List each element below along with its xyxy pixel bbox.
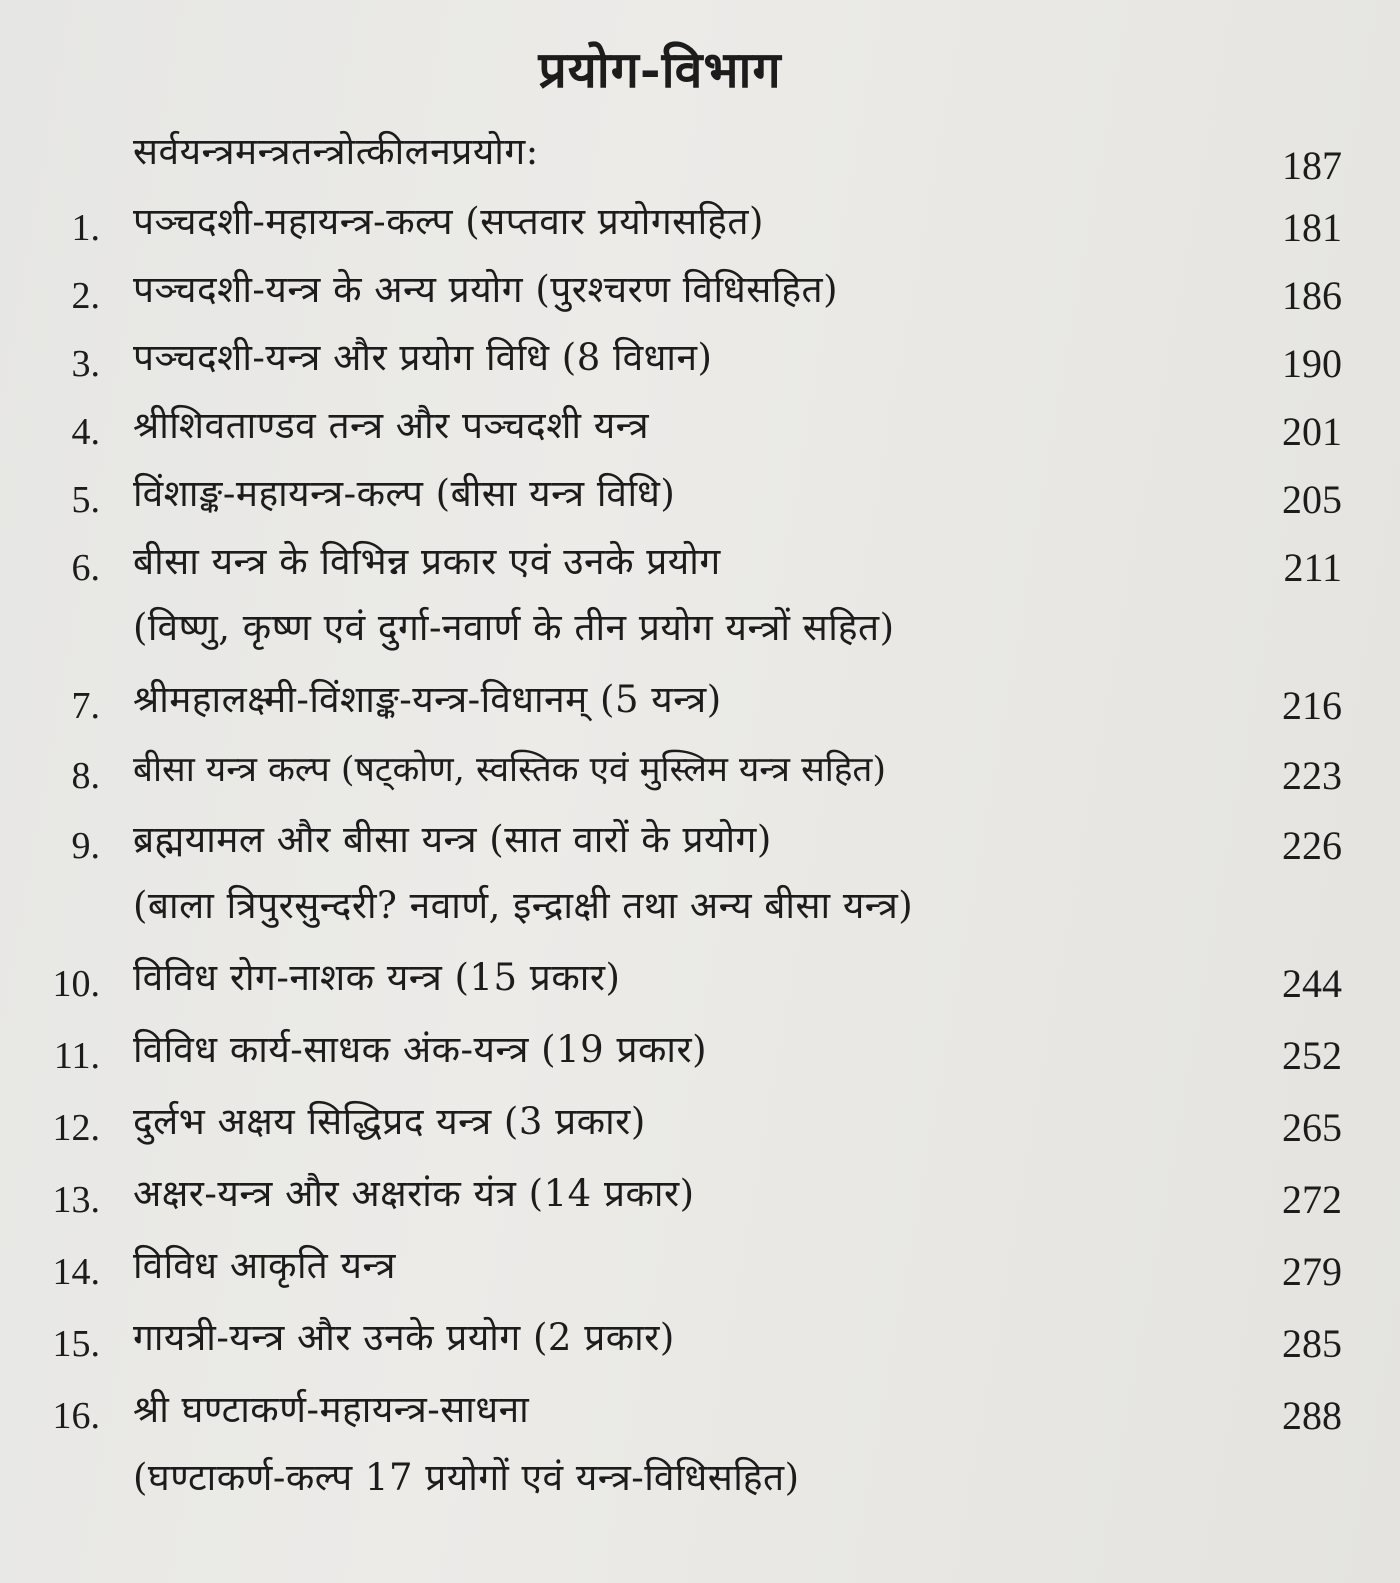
entry-subtitle: (घण्टाकर्ण-कल्प 17 प्रयोगों एवं यन्त्र-विधिसहित): [133, 1456, 800, 1499]
toc-entry: [0, 1378, 1400, 1442]
entry-page-number: 205: [1282, 477, 1342, 522]
entry-number: 4.: [71, 411, 100, 453]
entry-number: 8.: [71, 755, 100, 797]
toc-entry: [0, 530, 1400, 594]
entry-page-number: 265: [1282, 1105, 1342, 1150]
entry-number: 1.: [71, 207, 100, 249]
entry-title: गायत्री-यन्त्र और उनके प्रयोग (2 प्रकार): [133, 1316, 675, 1359]
entry-number: 14.: [52, 1251, 100, 1293]
entry-page-number: 211: [1283, 545, 1342, 590]
toc-entry: [0, 668, 1400, 732]
entry-number: 3.: [71, 343, 100, 385]
entry-number: 9.: [71, 825, 100, 867]
entry-number: 10.: [52, 963, 100, 1005]
entry-page-number: 226: [1282, 823, 1342, 868]
entry-number: 13.: [52, 1179, 100, 1221]
entry-number: 11.: [53, 1035, 100, 1077]
entry-page-number: 181: [1282, 205, 1342, 250]
toc-entry: [0, 394, 1400, 458]
entry-page-number: 216: [1282, 683, 1342, 728]
entry-title: विविध कार्य-साधक अंक-यन्त्र (19 प्रकार): [133, 1028, 708, 1071]
intro-text: सर्वयन्त्रमन्त्रतन्त्रोत्कीलनप्रयोग:: [133, 130, 539, 173]
entry-page-number: 201: [1282, 409, 1342, 454]
entry-page-number: 288: [1282, 1393, 1342, 1438]
entry-page-number: 244: [1282, 961, 1342, 1006]
entry-number: 12.: [52, 1107, 100, 1149]
entry-title: विंशाङ्क-महायन्त्र-कल्प (बीसा यन्त्र विधि): [133, 472, 676, 515]
entry-number: 7.: [71, 685, 100, 727]
toc-entry-subline: [0, 596, 1400, 660]
entry-title: पञ्चदशी-यन्त्र के अन्य प्रयोग (पुरश्चरण विधिसहित): [133, 268, 839, 311]
toc-entry-subline: [0, 874, 1400, 938]
intro-row: [0, 120, 1400, 188]
intro-page-number: 187: [1282, 143, 1342, 188]
entry-title: अक्षर-यन्त्र और अक्षरांक यंत्र (14 प्रकार): [133, 1172, 695, 1215]
section-heading: प्रयोग-विभाग: [538, 40, 782, 99]
entry-page-number: 285: [1282, 1321, 1342, 1366]
entry-title: दुर्लभ अक्षय सिद्धिप्रद यन्त्र (3 प्रकार): [133, 1100, 646, 1143]
entry-number: 15.: [52, 1323, 100, 1365]
entry-number: 2.: [71, 275, 100, 317]
toc-entry: [0, 1234, 1400, 1298]
toc-entry: [0, 1018, 1400, 1082]
toc-entry: [0, 1162, 1400, 1226]
entry-number: 6.: [71, 547, 100, 589]
toc-entry: [0, 1306, 1400, 1370]
entry-page-number: 223: [1282, 753, 1342, 798]
toc-entry: [0, 462, 1400, 526]
entry-title: बीसा यन्त्र के विभिन्न प्रकार एवं उनके प्रयोग: [133, 540, 721, 583]
entry-page-number: 272: [1282, 1177, 1342, 1222]
entry-page-number: 186: [1282, 273, 1342, 318]
toc-entry: [0, 258, 1400, 322]
toc-entry: [0, 738, 1400, 802]
toc-entry-subline: [0, 1446, 1400, 1510]
toc-entry: [0, 808, 1400, 872]
entry-title: विविध रोग-नाशक यन्त्र (15 प्रकार): [133, 956, 621, 999]
entry-page-number: 279: [1282, 1249, 1342, 1294]
entry-page-number: 190: [1282, 341, 1342, 386]
entry-subtitle: (बाला त्रिपुरसुन्दरी? नवार्ण, इन्द्राक्षी तथा अन्य बीसा यन्त्र): [133, 884, 914, 927]
toc-entry: [0, 1090, 1400, 1154]
entry-title: पञ्चदशी-महायन्त्र-कल्प (सप्तवार प्रयोगसहित): [133, 200, 764, 243]
entry-subtitle: (विष्णु, कृष्ण एवं दुर्गा-नवार्ण के तीन प्रयोग यन्त्रों सहित): [133, 606, 895, 649]
entry-title: विविध आकृति यन्त्र: [133, 1244, 396, 1287]
entry-title: पञ्चदशी-यन्त्र और प्रयोग विधि (8 विधान): [133, 336, 713, 379]
toc-entry: [0, 326, 1400, 390]
entry-title: बीसा यन्त्र कल्प (षट्कोण, स्वस्तिक एवं मुस्लिम यन्त्र सहित): [133, 750, 887, 790]
entry-title: श्रीशिवताण्डव तन्त्र और पञ्चदशी यन्त्र: [133, 404, 650, 447]
entry-number: 16.: [52, 1395, 100, 1437]
toc-entry: [0, 946, 1400, 1010]
entry-title: ब्रह्मयामल और बीसा यन्त्र (सात वारों के प्रयोग): [133, 818, 772, 861]
entry-title: श्रीमहालक्ष्मी-विंशाङ्क-यन्त्र-विधानम् (5 यन्त्र): [133, 678, 722, 721]
toc-entry: [0, 190, 1400, 254]
entry-page-number: 252: [1282, 1033, 1342, 1078]
entry-number: 5.: [71, 479, 100, 521]
entry-title: श्री घण्टाकर्ण-महायन्त्र-साधना: [133, 1388, 530, 1431]
